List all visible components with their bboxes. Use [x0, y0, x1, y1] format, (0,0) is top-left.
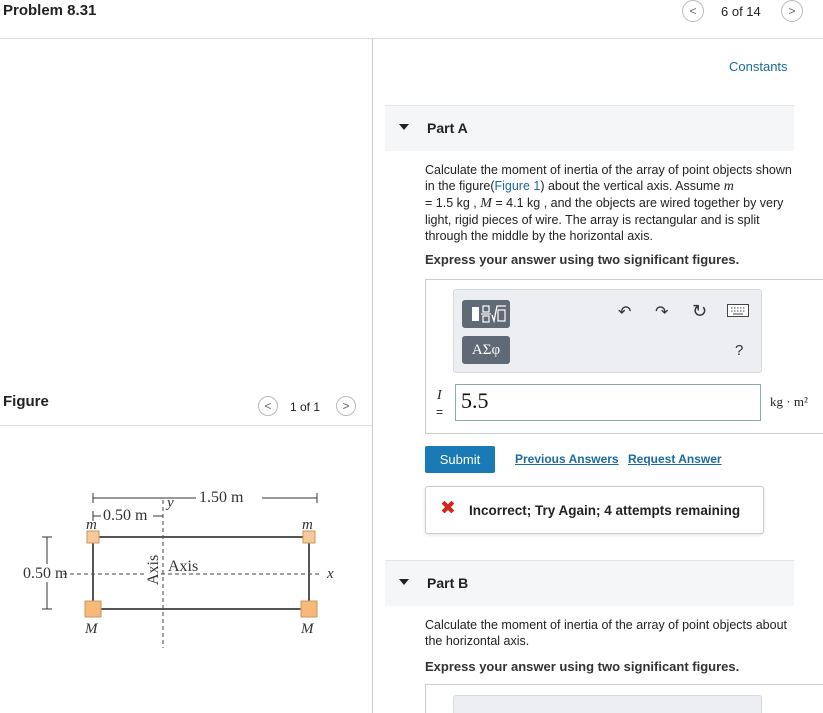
part-b-math-toolbar: [453, 695, 762, 713]
fraction-sqrt-icon: [462, 300, 510, 328]
part-a-header[interactable]: [385, 105, 794, 151]
pane-divider: [372, 39, 373, 713]
redo-icon[interactable]: ↷: [655, 304, 669, 321]
next-problem-button[interactable]: [781, 0, 803, 22]
mass-array-diagram: [0, 480, 372, 650]
part-b-instruction: Express your answer using two significant figures.: [425, 659, 740, 674]
width-label: 1.50 m: [199, 489, 244, 506]
part-b-label: Part B: [427, 575, 469, 591]
chevron-right-icon: >: [342, 399, 350, 413]
feedback-text: Incorrect; Try Again; 4 attempts remaining: [469, 503, 741, 518]
collapse-triangle-icon: [399, 124, 409, 130]
figure-prev-button[interactable]: [258, 396, 278, 416]
vertical-axis-label: Axis: [145, 554, 162, 585]
units-label: kg · m²: [770, 394, 808, 409]
collapse-triangle-icon: [399, 579, 409, 585]
help-button[interactable]: ?: [735, 342, 744, 359]
request-answer-link[interactable]: Request Answer: [628, 452, 722, 466]
submit-button[interactable]: Submit: [425, 446, 495, 473]
part-a-question: Calculate the moment of inertia of the array of point objects shown in the figure(Figure 1) about the vertical axis. Assume m = 1.5 kg , M = 4.1 kg , and the objects are wired together by very light, rigid pieces of wire. The array is rectangular and is split through the middle by the horizontal axis.: [425, 163, 792, 243]
mass-m-left-label: m: [86, 517, 97, 533]
constants-link[interactable]: Constants: [729, 59, 788, 74]
figure-divider: [0, 425, 372, 426]
chevron-left-icon: <: [689, 4, 697, 18]
input-variable: I: [437, 388, 442, 403]
header-divider: [0, 38, 823, 39]
half-width-label: 0.50 m: [103, 507, 148, 524]
mass-M-left-label: M: [85, 621, 98, 637]
part-b-header[interactable]: [385, 560, 794, 606]
feedback-message: [425, 486, 764, 534]
figure-counter: 1 of 1: [290, 400, 321, 414]
input-equals: =: [436, 405, 444, 419]
horizontal-axis-label: Axis: [168, 558, 199, 575]
figure-next-button[interactable]: [336, 396, 356, 416]
reset-icon[interactable]: ↻: [692, 301, 708, 321]
chevron-left-icon: <: [264, 399, 272, 413]
greek-symbols-button[interactable]: ΑΣφ: [462, 336, 510, 364]
chevron-right-icon: >: [788, 4, 796, 18]
problem-counter: 6 of 14: [721, 4, 761, 19]
y-axis-label: y: [167, 495, 174, 511]
part-b-question: Calculate the moment of inertia of the array of point objects about the horizontal axis.: [425, 618, 788, 648]
math-toolbar: [453, 289, 762, 373]
part-a-label: Part A: [427, 120, 468, 136]
undo-icon[interactable]: ↶: [618, 304, 632, 321]
mass-m-right-label: m: [302, 517, 313, 533]
mass-M-left: [85, 601, 101, 617]
incorrect-x-icon: ✖: [440, 498, 456, 519]
x-axis-label: x: [327, 566, 334, 582]
previous-answers-link[interactable]: Previous Answers: [515, 452, 619, 466]
figure-heading: Figure: [3, 393, 49, 410]
part-a-instruction: Express your answer using two significant figures.: [425, 252, 740, 267]
prev-problem-button[interactable]: [682, 0, 704, 22]
keyboard-icon[interactable]: [727, 304, 749, 323]
height-label: 0.50 m: [23, 565, 68, 582]
templates-button[interactable]: [462, 300, 510, 328]
mass-M-right: [301, 601, 317, 617]
answer-input[interactable]: 5.5: [455, 384, 761, 421]
mass-M-right-label: M: [301, 621, 314, 637]
figure-link[interactable]: Figure 1: [494, 179, 541, 193]
problem-title: Problem 8.31: [3, 2, 97, 19]
